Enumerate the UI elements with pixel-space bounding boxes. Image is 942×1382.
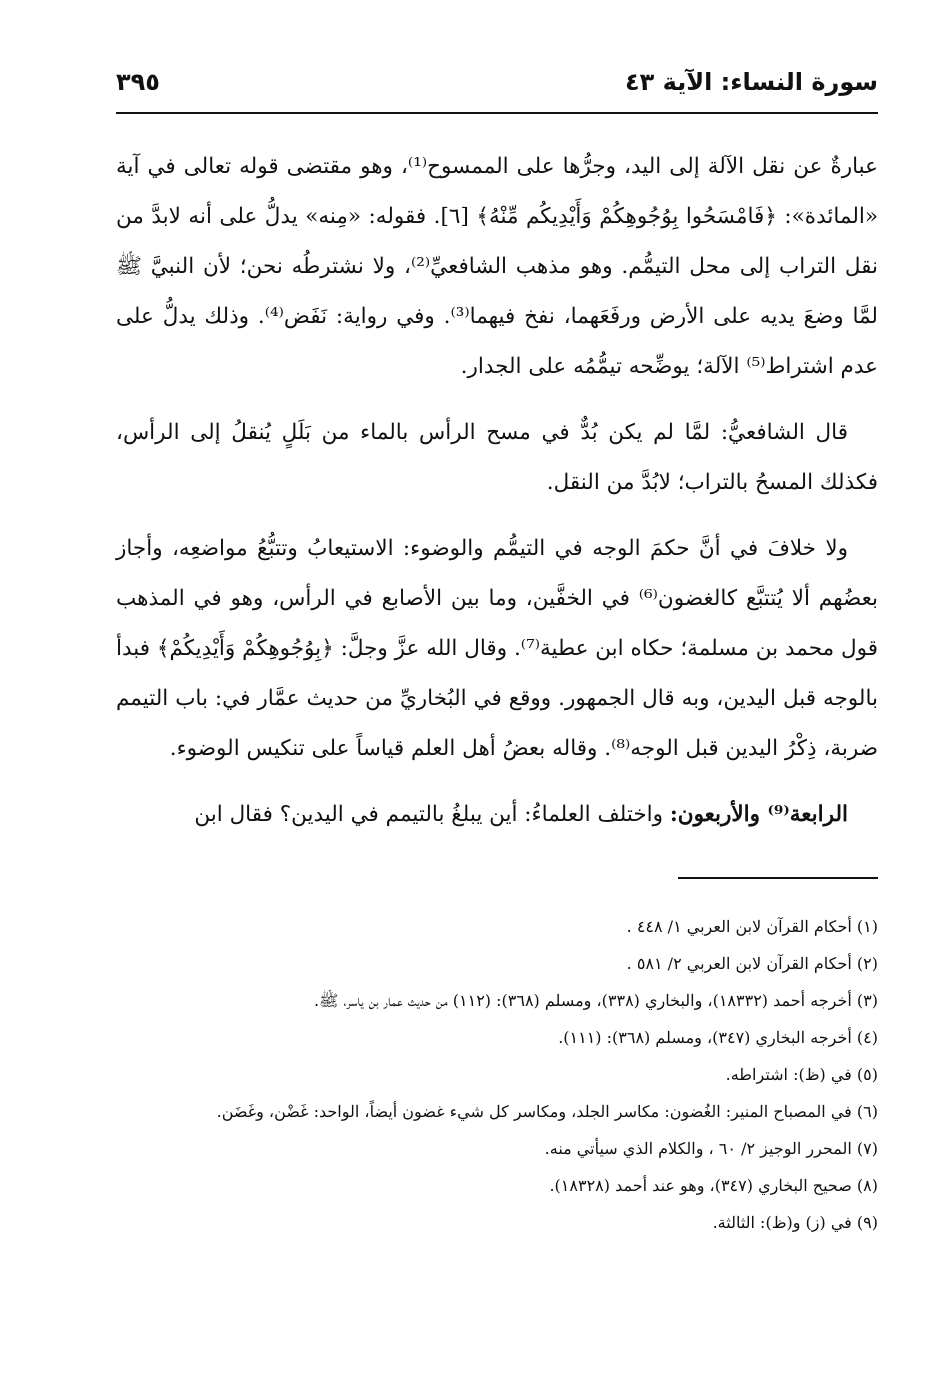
footnote-5: (٥) في (ظ): اشتراطه.	[725, 1065, 878, 1084]
header-divider	[116, 112, 878, 114]
paragraph-2: قال الشافعيُّ: لمَّا لم يكن بُدٌّ في مسح الرأس بالماء من بَلَلٍ يُنقلُ إلى الرأس، فكذلك المسحُ بالتراب؛ لابُدَّ من النقل.	[116, 420, 878, 495]
running-header	[116, 66, 878, 114]
paragraph-4	[116, 790, 878, 840]
paragraph-3: ولا خلافَ في أنَّ حكمَ الوجه في التيمُّم والوضوء: الاستيعابُ وتتبُّعُ مواضعِه، وأجاز بعضُهم ألا يُتتبَّع كالغضون⁽⁶⁾ في الخفَّين، وما بين الأصابع في الرأس، وهو في المذهب قول محمد بن مسلمة؛ حكاه ابن عطية⁽⁷⁾. وقال الله عزَّ وجلَّ: ﴿بِوُجُوهِكُمْ وَأَيْدِيكُمْ﴾ فبدأ بالوجه قبل اليدين، وبه قال الجمهور. ووقع في البُخاريِّ من حديث عمَّار في: باب التيمم ضربة، ذِكْرُ اليدين قبل الوجه⁽⁸⁾. وقاله بعضُ أهل العلم قياساً على تنكيس الوضوء.	[116, 536, 878, 761]
page-number: ٣٩٥	[116, 68, 160, 96]
footnote-9: (٩) في (ز) و(ظ): الثالثة.	[712, 1213, 878, 1232]
footnote-6: (٦) في المصباح المنير: الغُضون: مكاسر الجلد، ومكاسر كل شيء غضون أيضاً، الواحد: غَضْن، وغَضَن.	[216, 1102, 878, 1121]
chapter-title: سورة النساء: الآية ٤٣	[625, 68, 878, 96]
footnote-8: (٨) صحيح البخاري (٣٤٧)، وهو عند أحمد (١٨٣٢٨).	[549, 1176, 878, 1195]
footnote-4: (٤) أخرجه البخاري (٣٤٧)، ومسلم (٣٦٨): (١١١).	[558, 1028, 878, 1047]
footnote-2: (٢) أحكام القرآن لابن العربي ٢/ ٥٨١ .	[626, 954, 878, 973]
footnote-7: (٧) المحرر الوجيز ٢/ ٦٠ ، والكلام الذي سيأتي منه.	[544, 1139, 878, 1158]
paragraph-1: عبارةٌ عن نقل الآلة إلى اليد، وجرُّها على الممسوح⁽¹⁾، وهو مقتضى قوله تعالى في آية «المائدة»: ﴿فَامْسَحُوا بِوُجُوهِكُمْ وَأَيْدِيكُم مِّنْهُ﴾ [٦]. فقوله: «مِنه» يدلُّ على أنه لابدَّ من نقل التراب إلى محل التيمُّم. وهو مذهب الشافعيِّ⁽²⁾، ولا نشترطُه نحن؛ لأن النبيَّ ﷺ لمَّا وضعَ يديه على الأرض ورفَعَهما، نفخ فيهما⁽³⁾. وفي رواية: نَفَض⁽⁴⁾. وذلك يدلُّ على عدم اشتراط⁽⁵⁾ الآلة؛ يوضِّحه تيمُّمُه على الجدار.	[116, 154, 878, 379]
footnotes-list	[116, 912, 878, 1245]
main-text	[116, 142, 878, 856]
footnote-1: (١) أحكام القرآن لابن العربي ١/ ٤٤٨ .	[626, 917, 878, 936]
footnote-3: (٣) أخرجه أحمد (١٨٣٣٢)، والبخاري (٣٣٨)، ومسلم (٣٦٨): (١١٢) من حديث عمار بن ياسر، ﷺ.	[314, 991, 878, 1010]
section-heading-fourth-fortieth: الرابعة⁽⁹⁾ والأربعون:	[669, 802, 848, 827]
footnote-divider	[678, 877, 878, 879]
paragraph-4-text: واختلف العلماءُ: أين يبلغُ بالتيمم في اليدين؟ فقال ابن	[194, 802, 670, 827]
